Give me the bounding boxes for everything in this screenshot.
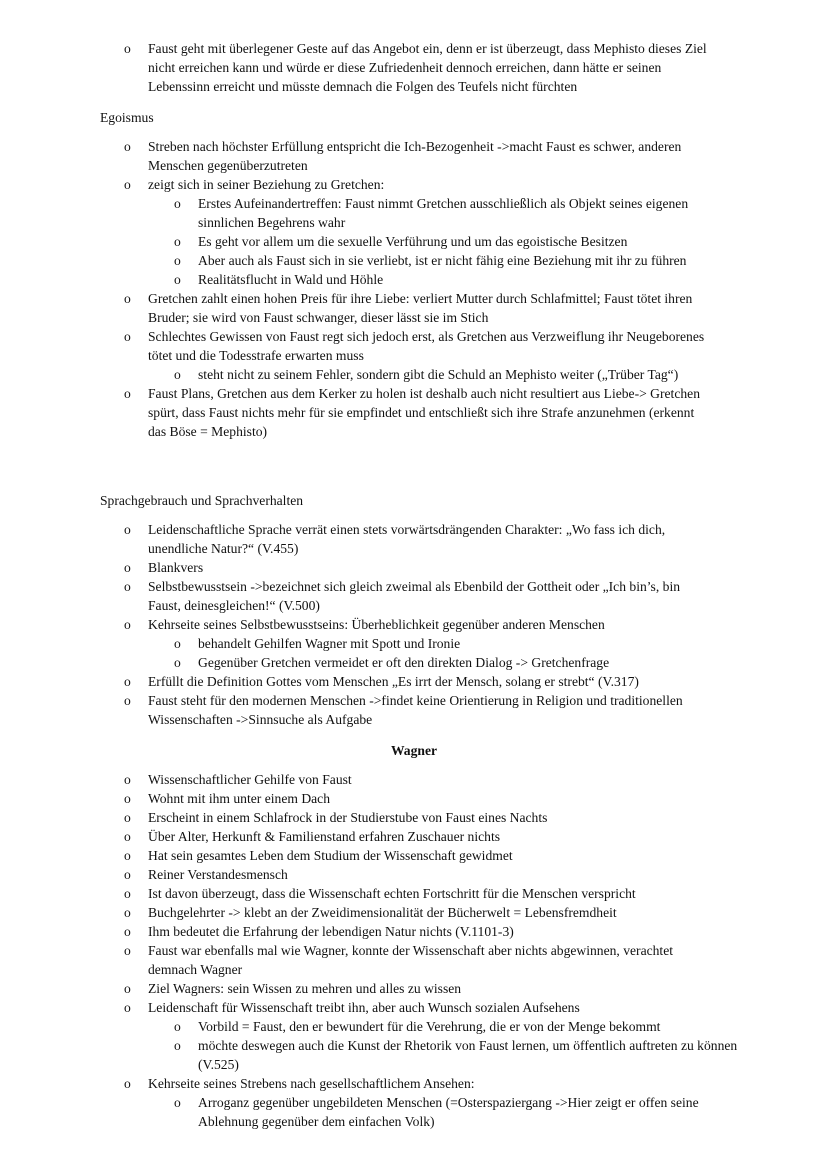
list-item-text: Erstes Aufeinandertreffen: Faust nimmt Gretchen ausschließlich als Objekt seines eigenen sinnlichen Begehrens wahr (198, 196, 689, 230)
list-item (0, 922, 708, 941)
list-item-text: Ziel Wagners: sein Wissen zu mehren und alles zu wissen (148, 981, 462, 996)
list-item (0, 520, 708, 558)
list-item (0, 384, 708, 441)
list-egoismus (0, 137, 828, 441)
section-title-wagner: Wagner (390, 743, 438, 758)
list-item (0, 175, 708, 194)
list-item-text: Gretchen zahlt einen hohen Preis für ihre Liebe: verliert Mutter durch Schlafmittel; Faust tötet ihren Bruder; sie wird von Faust schwanger, dieser lässt sie im Stich (148, 291, 693, 325)
list-item-text: Schlechtes Gewissen von Faust regt sich jedoch erst, als Gretchen aus Verzweiflung ihr Neugeborenes tötet und die Todesstrafe erwarten muss (148, 329, 705, 363)
sub-list-item (0, 1017, 743, 1036)
bullet-icon: o (174, 655, 181, 670)
list-item-text: Hat sein gesamtes Leben dem Studium der Wissenschaft gewidmet (148, 848, 513, 863)
bullet-icon: o (174, 196, 181, 211)
bullet-icon: o (174, 253, 181, 268)
list-item (0, 770, 708, 789)
sub-list-item (0, 232, 743, 251)
section-heading-egoismus: Egoismus (100, 110, 154, 125)
bullet-icon: o (124, 177, 131, 192)
list-item (0, 884, 708, 903)
list-item-text: Streben nach höchster Erfüllung entspricht die Ich-Bezogenheit ->macht Faust es schwer, anderen Menschen gegenüberzutreten (148, 139, 682, 173)
sub-list-item (0, 653, 743, 672)
bullet-icon: o (174, 367, 181, 382)
sub-list-item (0, 1093, 743, 1131)
list-item (0, 672, 708, 691)
list-item-text: Leidenschaftliche Sprache verrät einen stets vorwärtsdrängenden Charakter: „Wo fass ich dich, unendliche Natur?“ (V.455) (148, 522, 666, 556)
sub-list-item (0, 365, 743, 384)
sub-list-item (0, 194, 743, 232)
bullet-icon: o (174, 234, 181, 249)
bullet-icon: o (124, 886, 131, 901)
list-item (0, 827, 708, 846)
list-item (0, 137, 708, 175)
list-item-text: Kehrseite seines Selbstbewusstseins: Überheblichkeit gegenüber anderen Menschen (148, 617, 605, 632)
bullet-icon: o (124, 579, 131, 594)
sub-list-item (0, 270, 743, 289)
bullet-icon: o (174, 1095, 181, 1110)
list-item-text: Aber auch als Faust sich in sie verliebt, ist er nicht fähig eine Beziehung mit ihr zu führen (198, 253, 687, 268)
bullet-icon: o (174, 272, 181, 287)
list-item (0, 691, 708, 729)
bullet-icon: o (124, 829, 131, 844)
section-heading-sprachgebrauch: Sprachgebrauch und Sprachverhalten (100, 493, 304, 508)
bullet-icon: o (124, 560, 131, 575)
list-item-text: Erscheint in einem Schlafrock in der Studierstube von Faust eines Nachts (148, 810, 548, 825)
list-item-text: Faust steht für den modernen Menschen ->findet keine Orientierung in Religion und traditionellen Wissenschaften ->Sinnsuche als Aufgabe (148, 693, 683, 727)
sub-list-item (0, 251, 743, 270)
list-item (0, 615, 708, 634)
list-item (0, 808, 708, 827)
list-item-text: zeigt sich in seiner Beziehung zu Gretchen: (148, 177, 385, 192)
list-item (0, 979, 708, 998)
sub-list-item (0, 1036, 743, 1074)
list-item-text: Blankvers (148, 560, 204, 575)
list-item-text: Arroganz gegenüber ungebildeten Menschen (=Osterspaziergang ->Hier zeigt er offen seine Ablehnung gegenüber dem einfachen Volk) (198, 1095, 699, 1129)
bullet-icon: o (124, 924, 131, 939)
bullet-icon: o (124, 693, 131, 708)
bullet-icon: o (124, 329, 131, 344)
bullet-icon: o (124, 943, 131, 958)
bullet-icon: o (174, 636, 181, 651)
list-item-text: Gegenüber Gretchen vermeidet er oft den direkten Dialog -> Gretchenfrage (198, 655, 610, 670)
list-item (0, 789, 708, 808)
bullet-icon: o (124, 791, 131, 806)
list-item-text: Erfüllt die Definition Gottes vom Menschen „Es irrt der Mensch, solang er strebt“ (V.317) (148, 674, 639, 689)
list-item-text: Über Alter, Herkunft & Familienstand erfahren Zuschauer nichts (148, 829, 501, 844)
list-item (0, 1074, 708, 1093)
list-item-text: Wohnt mit ihm unter einem Dach (148, 791, 331, 806)
list-item-text: Faust war ebenfalls mal wie Wagner, konnte der Wissenschaft aber nichts abgewinnen, verachtet demnach Wagner (148, 943, 674, 977)
bullet-icon: o (174, 1019, 181, 1034)
list-item (0, 998, 708, 1017)
list-item (0, 289, 708, 327)
bullet-icon: o (124, 905, 131, 920)
list-item-text: Wissenschaftlicher Gehilfe von Faust (148, 772, 352, 787)
bullet-icon: o (124, 674, 131, 689)
bullet-icon: o (124, 41, 131, 56)
list-item-text: behandelt Gehilfen Wagner mit Spott und Ironie (198, 636, 461, 651)
list-item-text: Faust Plans, Gretchen aus dem Kerker zu holen ist deshalb auch nicht resultiert aus Liebe-> Gretchen spürt, dass Faust nichts mehr für sie empfindet und entschließt sich ihre Strafe anzunehmen (erkennt das Böse = Mephisto) (148, 386, 700, 439)
list-item (0, 39, 708, 96)
list-item (0, 558, 708, 577)
bullet-icon: o (124, 867, 131, 882)
list-item-text: Ihm bedeutet die Erfahrung der lebendigen Natur nichts (V.1101-3) (148, 924, 514, 939)
list-item (0, 846, 708, 865)
list-item (0, 577, 708, 615)
bullet-icon: o (124, 981, 131, 996)
list-item (0, 903, 708, 922)
bullet-icon: o (124, 1000, 131, 1015)
bullet-icon: o (124, 386, 131, 401)
list-item-text: Realitätsflucht in Wald und Höhle (198, 272, 384, 287)
list-item-text: steht nicht zu seinem Fehler, sondern gibt die Schuld an Mephisto weiter („Trüber Tag“) (198, 367, 679, 382)
list-item-text: Es geht vor allem um die sexuelle Verführung und um das egoistische Besitzen (198, 234, 628, 249)
list-item-text: Buchgelehrter -> klebt an der Zweidimensionalität der Bücherwelt = Lebensfremdheit (148, 905, 617, 920)
list-item-text: Leidenschaft für Wissenschaft treibt ihn, aber auch Wunsch sozialen Aufsehens (148, 1000, 580, 1015)
bullet-icon: o (174, 1038, 181, 1053)
list-item-text: Selbstbewusstsein ->bezeichnet sich gleich zweimal als Ebenbild der Gottheit oder „Ich bin’s, bin Faust, deinesgleichen!“ (V.500) (148, 579, 681, 613)
list-item (0, 941, 708, 979)
list-item (0, 865, 708, 884)
list-item-text: Vorbild = Faust, den er bewundert für die Verehrung, die er von der Menge bekommt (198, 1019, 661, 1034)
list-item-text: Faust geht mit überlegener Geste auf das Angebot ein, denn er ist überzeugt, dass Mephisto dieses Ziel nicht erreichen kann und würde er diese Zufriedenheit dennoch erreichen, dann hätte er seinen Lebenssinn erreicht und müsste demnach die Folgen des Teufels nicht fürchten (148, 41, 707, 94)
list-wagner (0, 770, 828, 1131)
list-item-text: möchte deswegen auch die Kunst der Rhetorik von Faust lernen, um öffentlich auftreten zu können (V.525) (198, 1038, 738, 1072)
bullet-icon: o (124, 291, 131, 306)
bullet-icon: o (124, 522, 131, 537)
bullet-icon: o (124, 1076, 131, 1091)
bullet-icon: o (124, 772, 131, 787)
list-faust-angebot (0, 39, 828, 96)
list-item (0, 327, 708, 365)
sub-list-item (0, 634, 743, 653)
list-item-text: Ist davon überzeugt, dass die Wissenschaft echten Fortschritt für die Menschen verspricht (148, 886, 636, 901)
list-sprachgebrauch (0, 520, 828, 729)
bullet-icon: o (124, 617, 131, 632)
bullet-icon: o (124, 139, 131, 154)
list-item-text: Reiner Verstandesmensch (148, 867, 288, 882)
bullet-icon: o (124, 810, 131, 825)
bullet-icon: o (124, 848, 131, 863)
list-item-text: Kehrseite seines Strebens nach gesellschaftlichem Ansehen: (148, 1076, 475, 1091)
